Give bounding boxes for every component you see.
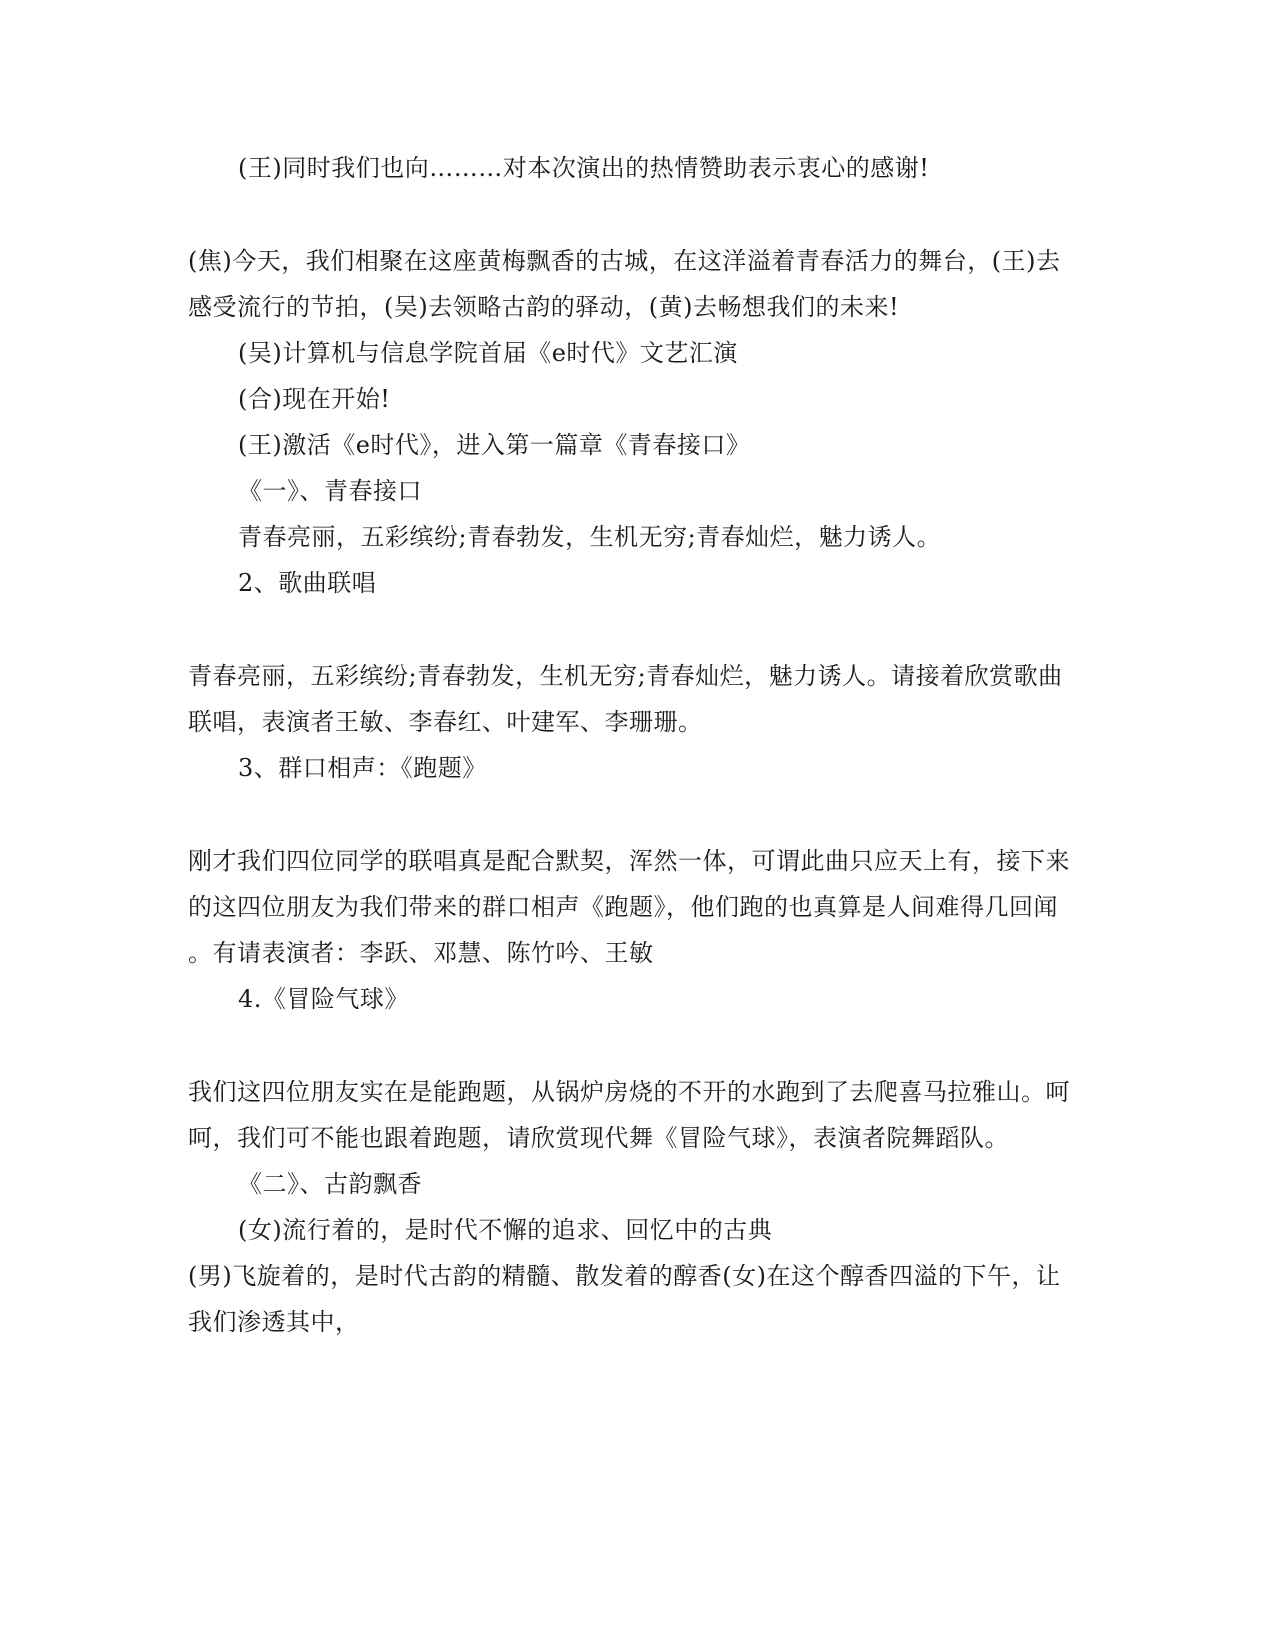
text-line: (男)飞旋着的，是时代古韵的精髓、散发着的醇香(女)在这个醇香四溢的下午，让: [188, 1262, 1061, 1290]
text-line: (吴)计算机与信息学院首届《e时代》文艺汇演: [238, 339, 738, 367]
text-line: 青春亮丽，五彩缤纷;青春勃发，生机无穷;青春灿烂，魅力诱人。请接着欣赏歌曲: [188, 662, 1063, 690]
section-heading: 《一》、青春接口: [238, 477, 422, 505]
text-line: 我们这四位朋友实在是能跑题，从锅炉房烧的不开的水跑到了去爬喜马拉雅山。呵: [188, 1078, 1070, 1106]
text-line: (合)现在开始!: [238, 385, 391, 413]
text-line: 青春亮丽，五彩缤纷;青春勃发，生机无穷;青春灿烂，魅力诱人。: [238, 523, 942, 551]
text-line: 。有请表演者：李跃、邓慧、陈竹吟、王敏: [188, 939, 654, 967]
program-item-heading: 4.《冒险气球》: [238, 985, 409, 1013]
text-line: 呵，我们可不能也跟着跑题，请欣赏现代舞《冒险气球》，表演者院舞蹈队。: [188, 1124, 1009, 1152]
section-heading: 《二》、古韵飘香: [238, 1170, 422, 1198]
text-line: (女)流行着的，是时代不懈的追求、回忆中的古典: [238, 1216, 773, 1244]
text-line: (王)激活《e时代》，进入第一篇章《青春接口》: [238, 431, 751, 459]
text-line: 联唱，表演者王敏、李春红、叶建军、李珊珊。: [188, 708, 703, 736]
program-item-heading: 2、歌曲联唱: [238, 569, 377, 597]
text-line: 我们渗透其中，: [188, 1308, 360, 1336]
text-line: (焦)今天，我们相聚在这座黄梅飘香的古城，在这洋溢着青春活力的舞台，(王)去: [188, 247, 1061, 275]
text-line: (王)同时我们也向………对本次演出的热情赞助表示衷心的感谢!: [238, 154, 930, 182]
text-line: 感受流行的节拍，(吴)去领略古韵的驿动，(黄)去畅想我们的未来!: [188, 293, 900, 321]
text-line: 的这四位朋友为我们带来的群口相声《跑题》，他们跑的也真算是人间难得几回闻: [188, 893, 1058, 921]
text-line: 刚才我们四位同学的联唱真是配合默契，浑然一体，可谓此曲只应天上有，接下来: [188, 847, 1070, 875]
program-item-heading: 3、群口相声：《跑题》: [238, 754, 487, 782]
